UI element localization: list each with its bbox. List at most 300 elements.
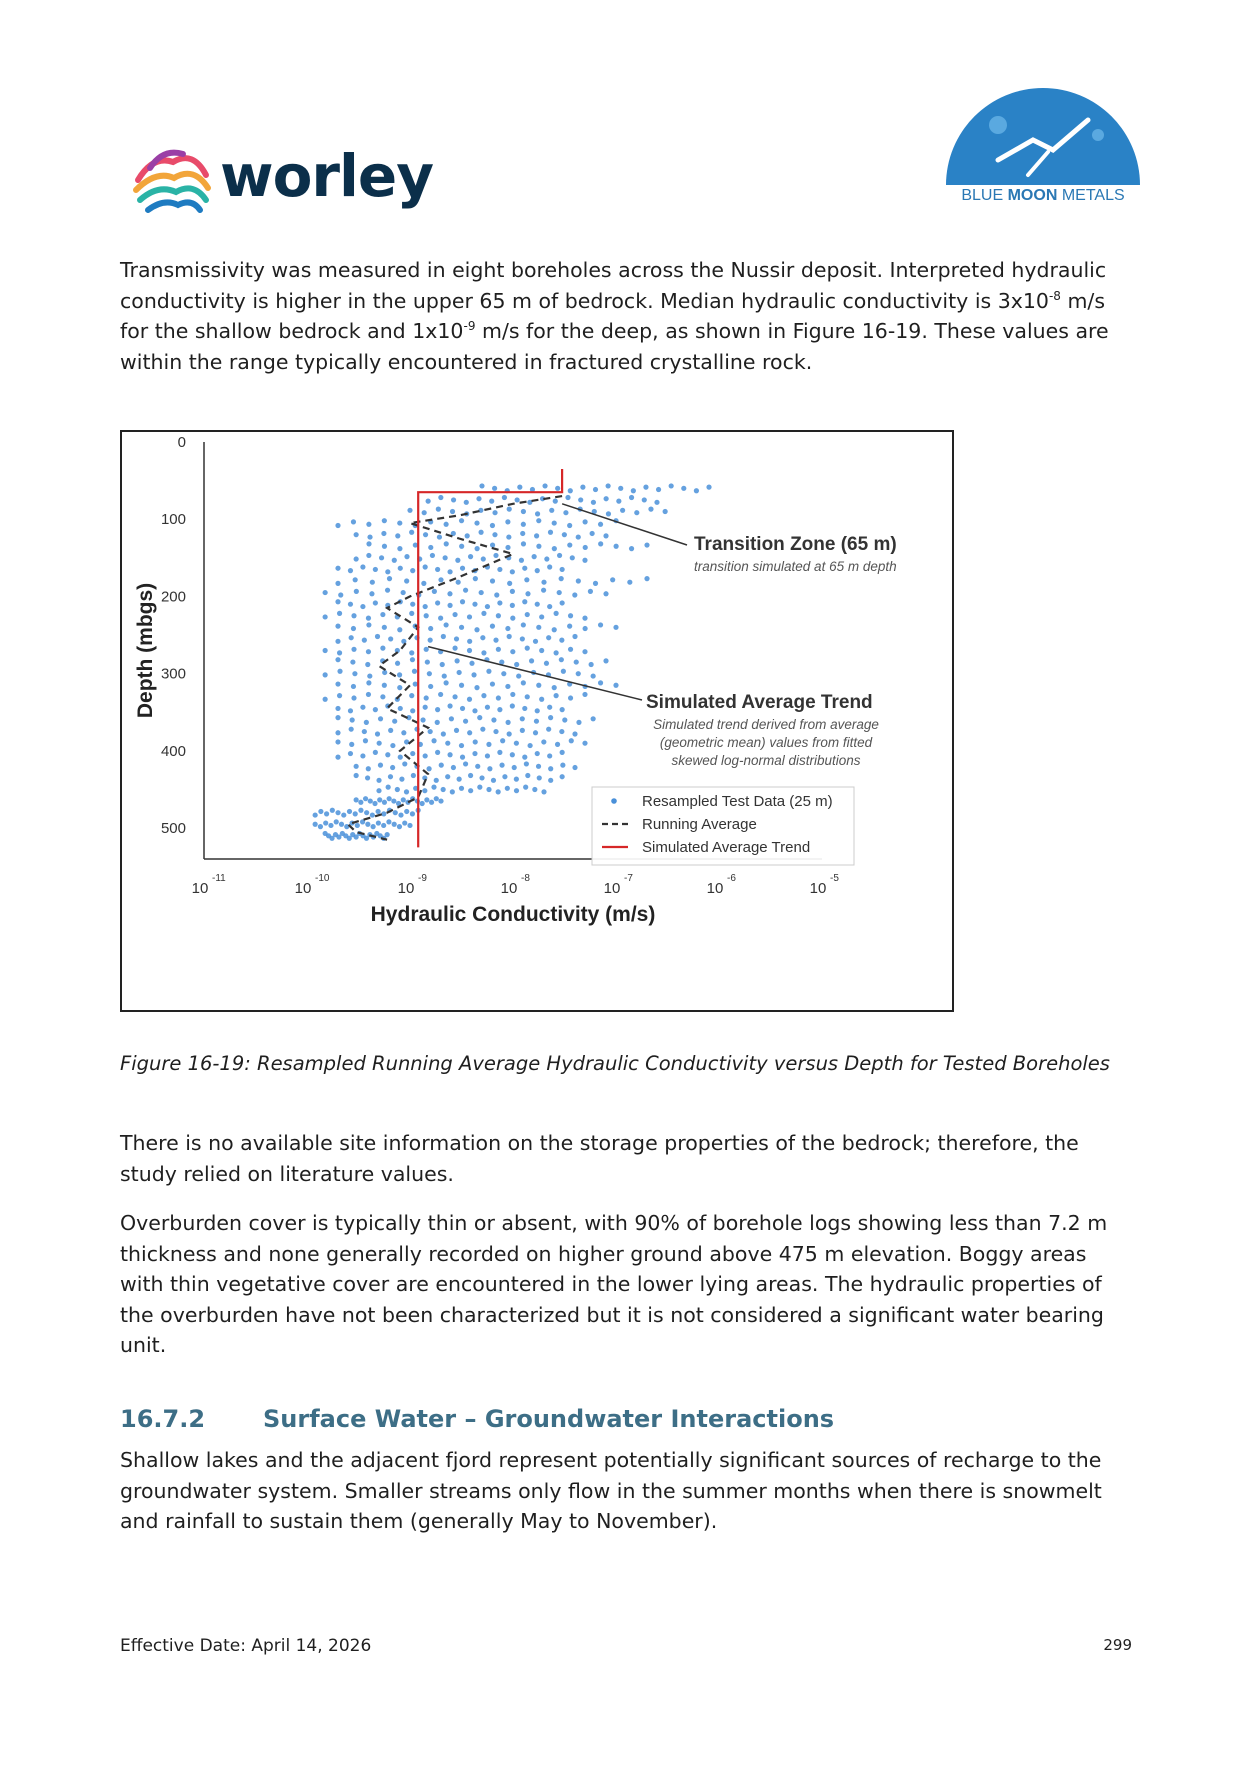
data-point (376, 820, 381, 825)
data-point (410, 602, 415, 607)
data-point (493, 638, 498, 643)
data-point (373, 750, 378, 755)
data-point (323, 614, 328, 619)
data-point (435, 600, 440, 605)
data-point (475, 546, 480, 551)
data-point (502, 495, 507, 500)
data-point (428, 545, 433, 550)
running-average-line (348, 496, 562, 840)
data-point (381, 811, 386, 816)
data-point (562, 717, 567, 722)
data-point (557, 553, 562, 558)
data-point (521, 509, 526, 514)
data-point (485, 753, 490, 758)
data-point (481, 650, 486, 655)
data-point (479, 775, 484, 780)
data-point (450, 789, 455, 794)
data-point (536, 518, 541, 523)
data-point (474, 627, 479, 632)
data-point (412, 669, 417, 674)
data-point (582, 558, 587, 563)
data-point (681, 486, 686, 491)
data-point (410, 811, 415, 816)
data-point (390, 765, 395, 770)
data-point (426, 766, 431, 771)
data-point (576, 578, 581, 583)
data-point (578, 497, 583, 502)
data-point (468, 773, 473, 778)
data-point (328, 823, 333, 828)
data-point (335, 566, 340, 571)
data-point (479, 483, 484, 488)
data-point (485, 604, 490, 609)
data-point (474, 685, 479, 690)
data-point (521, 541, 526, 546)
data-point (358, 808, 363, 813)
data-point (323, 672, 328, 677)
data-point (582, 741, 587, 746)
data-point (445, 741, 450, 746)
data-point (510, 616, 515, 621)
x-tick-label: 10 (191, 880, 209, 897)
data-point (463, 761, 468, 766)
data-point (435, 567, 440, 572)
x-tick-label: 10 (397, 880, 415, 897)
data-point (338, 592, 343, 597)
data-point (501, 671, 506, 676)
data-point (428, 729, 433, 734)
data-point (443, 555, 448, 560)
data-point (371, 824, 376, 829)
data-point (570, 555, 575, 560)
data-point (547, 604, 552, 609)
data-point (360, 604, 365, 609)
data-point (397, 824, 402, 829)
data-point (533, 730, 538, 735)
data-point (613, 683, 618, 688)
data-point (459, 743, 464, 748)
data-point (382, 544, 387, 549)
data-point (395, 533, 400, 538)
data-point (548, 778, 553, 783)
data-point (491, 717, 496, 722)
annotation-text: skewed log-normal distributions (671, 753, 861, 768)
paragraph-storage: There is no available site information on the storage properties of the bedrock; therefore, the study relied on literature values. (120, 1131, 1079, 1186)
data-point (477, 715, 482, 720)
data-point (335, 706, 340, 711)
data-point (423, 753, 428, 758)
data-point (618, 486, 623, 491)
data-point (485, 705, 490, 710)
data-point (532, 554, 537, 559)
data-point (404, 739, 409, 744)
data-point (560, 774, 565, 779)
data-point (496, 647, 501, 652)
data-point (479, 590, 484, 595)
data-point (520, 636, 525, 641)
data-point (437, 534, 442, 539)
data-point (537, 775, 542, 780)
data-point (620, 508, 625, 513)
data-point (366, 622, 371, 627)
data-point (370, 812, 375, 817)
data-point (440, 662, 445, 667)
data-point (489, 499, 494, 504)
data-point (351, 613, 356, 618)
data-point (648, 507, 653, 512)
data-point (474, 520, 479, 525)
data-point (382, 683, 387, 688)
data-point (352, 671, 357, 676)
data-point (506, 720, 511, 725)
data-point (514, 777, 519, 782)
data-point (507, 507, 512, 512)
data-point (569, 738, 574, 743)
data-point (423, 532, 428, 537)
data-point (491, 778, 496, 783)
data-point (323, 590, 328, 595)
data-point (413, 681, 418, 686)
blue-moon-metals-logo-text: BLUE MOON METALS (961, 187, 1125, 204)
data-point (375, 731, 380, 736)
data-point (654, 500, 659, 505)
data-point (335, 599, 340, 604)
data-point (447, 591, 452, 596)
section-heading (120, 1405, 834, 1433)
data-point (398, 566, 403, 571)
data-point (401, 590, 406, 595)
data-point (561, 669, 566, 674)
data-point (536, 544, 541, 549)
annotation-title: Simulated Average Trend (646, 692, 873, 713)
data-point (541, 789, 546, 794)
data-point (378, 763, 383, 768)
data-point (610, 577, 615, 582)
data-point (477, 785, 482, 790)
data-point (459, 518, 464, 523)
x-tick-exponent: -8 (521, 873, 530, 884)
data-point (515, 497, 520, 502)
data-point (452, 694, 457, 699)
worley-logo-text: worley (220, 142, 434, 210)
blue-moon-metals-logo (938, 80, 1148, 210)
data-point (490, 681, 495, 686)
data-point (616, 499, 621, 504)
data-point (363, 738, 368, 743)
data-point (562, 532, 567, 537)
data-point (385, 569, 390, 574)
data-point (337, 669, 342, 674)
data-point (559, 729, 564, 734)
data-point (424, 613, 429, 618)
data-point (428, 638, 433, 643)
data-point (455, 658, 460, 663)
data-point (375, 634, 380, 639)
section-number: 16.7.2 (120, 1405, 206, 1433)
data-point (435, 707, 440, 712)
data-point (663, 509, 668, 514)
y-axis-label: Depth (mbgs) (134, 582, 157, 719)
legend-swatch-data (611, 798, 617, 804)
data-point (524, 761, 529, 766)
data-point (591, 500, 596, 505)
data-point (459, 544, 464, 549)
data-point (335, 681, 340, 686)
data-point (634, 510, 639, 515)
data-point (381, 531, 386, 536)
data-point (365, 822, 370, 827)
data-point (706, 485, 711, 490)
data-point (335, 810, 340, 815)
data-point (510, 569, 515, 574)
data-point (366, 616, 371, 621)
data-point (481, 556, 486, 561)
data-point (505, 786, 510, 791)
data-point (428, 626, 433, 631)
data-point (510, 703, 515, 708)
data-point (525, 612, 530, 617)
x-tick-exponent: -5 (830, 873, 839, 884)
data-point (397, 546, 402, 551)
data-point (582, 616, 587, 621)
data-point (460, 706, 465, 711)
data-point (318, 824, 323, 829)
data-point (591, 716, 596, 721)
data-point (411, 773, 416, 778)
data-point (567, 542, 572, 547)
data-point (490, 523, 495, 528)
data-point (444, 680, 449, 685)
data-point (517, 485, 522, 490)
data-point (583, 545, 588, 550)
data-point (335, 715, 340, 720)
data-point (424, 797, 429, 802)
data-point (439, 763, 444, 768)
data-point (420, 717, 425, 722)
data-point (481, 693, 486, 698)
data-point (523, 785, 528, 790)
data-point (456, 580, 461, 585)
data-point (348, 602, 353, 607)
data-point (554, 650, 559, 655)
data-point (593, 487, 598, 492)
data-point (404, 554, 409, 559)
paragraph-overburden: Overburden cover is typically thin or absent, with 90% of borehole logs showing less than 7.2 m thickness and none generally recorded on higher ground above 475 m elevation. Boggy areas with thin vegetative cover are encountered in the lower lying areas. The hydraulic properties of the overburden have not been characterized but it is not considered a significant water bearing unit. (120, 1211, 1108, 1357)
data-point (449, 716, 454, 721)
data-point (627, 580, 632, 585)
data-point (447, 569, 452, 574)
data-point (435, 750, 440, 755)
data-point (354, 589, 359, 594)
data-point (398, 812, 403, 817)
data-point (399, 777, 404, 782)
data-point (467, 639, 472, 644)
data-point (493, 729, 498, 734)
data-point (554, 693, 559, 698)
data-point (358, 800, 363, 805)
data-point (335, 639, 340, 644)
data-point (445, 774, 450, 779)
data-point (318, 809, 323, 814)
data-point (528, 743, 533, 748)
data-point (547, 564, 552, 569)
data-point (435, 720, 440, 725)
data-point (372, 801, 377, 806)
data-point (576, 720, 581, 725)
data-point (590, 531, 595, 536)
data-point (591, 673, 596, 678)
data-point (472, 602, 477, 607)
chart-svg (122, 432, 952, 1010)
data-point (629, 546, 634, 551)
data-point (487, 766, 492, 771)
data-point (467, 648, 472, 653)
data-point (454, 636, 459, 641)
data-point (552, 546, 557, 551)
data-point (580, 485, 585, 490)
data-point (368, 798, 373, 803)
data-point (385, 752, 390, 757)
data-point (380, 612, 385, 617)
data-point (490, 578, 495, 583)
data-point (516, 673, 521, 678)
data-point (441, 731, 446, 736)
data-point (548, 715, 553, 720)
data-point (366, 522, 371, 527)
data-point (455, 558, 460, 563)
data-point (354, 532, 359, 537)
data-point (447, 603, 452, 608)
data-point (524, 577, 529, 582)
data-point (549, 508, 554, 513)
data-point (385, 832, 390, 837)
data-point (432, 589, 437, 594)
data-point (366, 649, 371, 654)
data-point (519, 558, 524, 563)
data-point (431, 738, 436, 743)
data-point (365, 662, 370, 667)
data-point (541, 580, 546, 585)
data-point (402, 761, 407, 766)
data-point (603, 658, 608, 663)
section-title: Surface Water – Groundwater Interactions (263, 1405, 835, 1433)
data-point (428, 684, 433, 689)
data-point (467, 697, 472, 702)
data-point (444, 541, 449, 546)
data-point (438, 577, 443, 582)
data-point (486, 669, 491, 674)
data-point (565, 495, 570, 500)
data-point (604, 496, 609, 501)
legend-entry: Resampled Test Data (25 m) (642, 793, 833, 810)
data-point (548, 766, 553, 771)
data-point (593, 581, 598, 586)
data-point (534, 533, 539, 538)
data-point (539, 648, 544, 653)
data-point (370, 580, 375, 585)
data-point (613, 625, 618, 630)
data-point (427, 671, 432, 676)
y-tick-label: 100 (160, 511, 186, 529)
data-point (402, 820, 407, 825)
data-point (397, 520, 402, 525)
data-point (539, 697, 544, 702)
data-point (376, 788, 381, 793)
x-tick-label: 10 (706, 880, 724, 897)
data-point (434, 778, 439, 783)
data-point (510, 603, 515, 608)
data-point (410, 751, 415, 756)
data-point (397, 685, 402, 690)
data-point (560, 707, 565, 712)
data-point (459, 625, 464, 630)
annotation-title: Transition Zone (65 m) (694, 534, 897, 555)
data-point (404, 578, 409, 583)
data-point (572, 731, 577, 736)
data-point (542, 483, 547, 488)
data-point (520, 728, 525, 733)
data-point (438, 692, 443, 697)
data-point (460, 755, 465, 760)
data-point (376, 809, 381, 814)
data-point (451, 497, 456, 502)
data-point (629, 495, 634, 500)
data-point (323, 648, 328, 653)
data-point (376, 778, 381, 783)
data-point (424, 647, 429, 652)
data-point (656, 487, 661, 492)
data-point (351, 695, 356, 700)
data-point (386, 785, 391, 790)
data-point (572, 592, 577, 597)
data-point (555, 486, 560, 491)
data-point (323, 697, 328, 702)
data-point (473, 739, 478, 744)
data-point (397, 627, 402, 632)
data-point (535, 751, 540, 756)
data-point (547, 753, 552, 758)
footer-page-number: 299 (1103, 1636, 1132, 1654)
data-point (522, 566, 527, 571)
data-point (472, 751, 477, 756)
data-point (574, 659, 579, 664)
data-point (505, 519, 510, 524)
data-point (473, 576, 478, 581)
data-point (463, 719, 468, 724)
data-point (606, 483, 611, 488)
data-point (568, 613, 573, 618)
data-point (392, 558, 397, 563)
data-point (529, 658, 534, 663)
data-point (441, 634, 446, 639)
data-point (424, 695, 429, 700)
data-point (381, 823, 386, 828)
data-point (567, 624, 572, 629)
data-point (351, 626, 356, 631)
data-point (407, 508, 412, 513)
data-point (506, 534, 511, 539)
data-point (546, 727, 551, 732)
data-point (535, 568, 540, 573)
data-point (490, 624, 495, 629)
data-point (644, 542, 649, 547)
data-point (467, 730, 472, 735)
data-point (669, 483, 674, 488)
data-point (362, 729, 367, 734)
data-point (348, 751, 353, 756)
data-point (598, 680, 603, 685)
data-point (552, 685, 557, 690)
